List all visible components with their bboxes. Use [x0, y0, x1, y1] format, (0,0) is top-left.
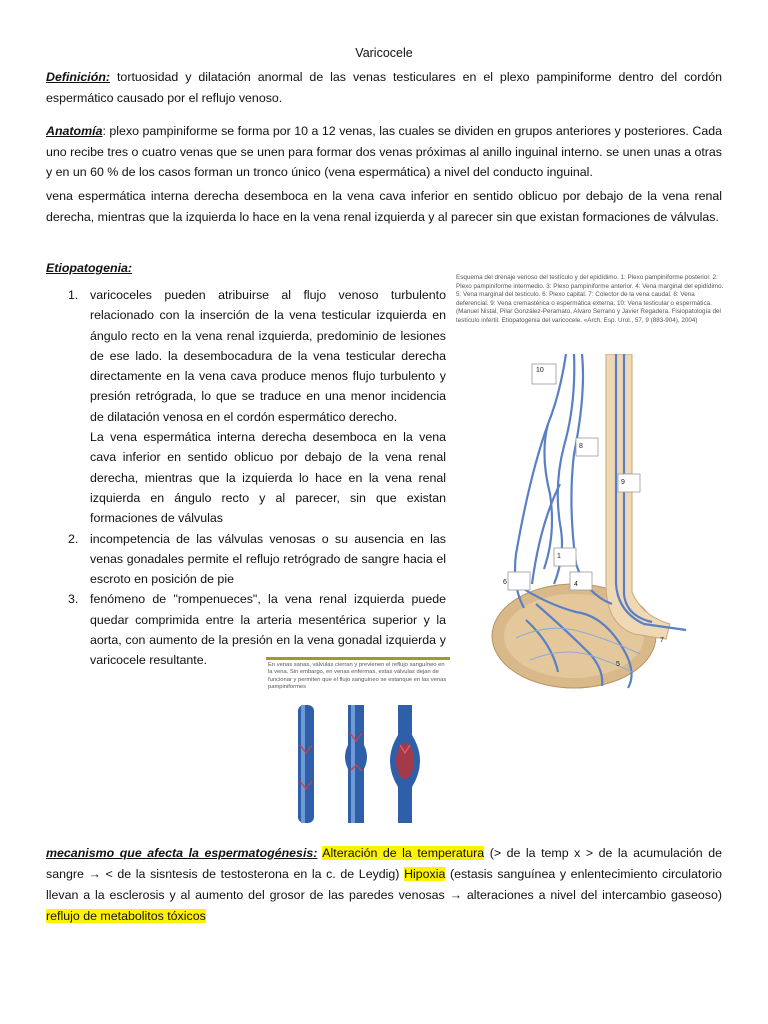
anatomy-paragraph: [46, 121, 722, 183]
vein-paragraph: vena espermática interna derecha desemboca en la vena cava inferior en sentido oblicuo por debajo de la vena renal derecha, mientras que la izquierda lo hace en la vena renal izquierda y al parecer sin que existan formaciones de válvulas.: [46, 189, 722, 224]
list-item-text: incompetencia de las válvulas venosas o su ausencia en las venas gonadales permite el reflujo retrógrado de sangre hacia el escroto en posición de pie: [90, 531, 446, 587]
vein-valves-illustration: [266, 695, 450, 829]
figure-label: 6: [503, 579, 507, 586]
highlight-temperature: Alteración de la temperatura: [322, 846, 485, 860]
figure-label: 5: [616, 661, 620, 668]
list-item-number: 3.: [68, 592, 79, 607]
highlight-toxic-metabolites: reflujo de metabolitos tóxicos: [46, 909, 206, 923]
figure-label: 10: [536, 367, 544, 374]
figure-label: 7: [660, 637, 664, 644]
list-item-number: 2.: [68, 531, 79, 546]
figure-label: 4: [574, 581, 578, 588]
highlight-hypoxia: Hipoxia: [404, 867, 446, 881]
anatomy-label: Anatomía: [46, 124, 103, 138]
mechanism-text-1: (> de la temp x > de la acumulación de sangre → < de la sisntesis de testosterona en la c. de Leydig): [46, 846, 722, 881]
venous-drainage-figure: [456, 274, 726, 692]
list-item: [46, 285, 446, 529]
list-item-text: fenómeno de "rompenueces", la vena renal izquierda puede quedar comprimida entre la arteria mesentérica superior y la aorta, con aumento de la presión en la vena gonadal izquierda y varicocele resultante.: [90, 592, 446, 668]
mechanism-paragraph: [46, 843, 722, 927]
etiopathogenesis-list: [46, 285, 446, 671]
figure-label: 9: [621, 479, 625, 486]
figure-caption: En venas sanas, válvulas cierran y previenen el reflujo sanguíneo en la vena. Sin embargo, en venas enfermas, estas válvulas dejan de funcionar y permiten que el flujo sanguíneo se estanque en las venas pampiniformes: [268, 662, 447, 690]
venous-drainage-illustration: [456, 354, 726, 690]
document-title: Varicocele: [355, 46, 413, 60]
figure-label: 8: [579, 443, 583, 450]
mechanism-label: mecanismo que afecta la espermatogénesis:: [46, 846, 318, 860]
figure-top-rule: [266, 657, 450, 660]
definition-paragraph: [46, 67, 722, 108]
list-item-text-continued: La vena espermática interna derecha desemboca en la vena cava inferior en sentido oblicuo por debajo de la vena renal derecha, mientras que la izquierda lo hace en la vena renal izquierda en ángulo recto y al parecer, sin que existan formaciones de válvulas: [90, 430, 446, 526]
list-item-text: varicoceles pueden atribuirse al flujo venoso turbulento relacionado con la inserción de la vena testicular izquierda en ángulo recto en la vena renal izquierda, predominio de lesiones de ese lado. la desembocadura de la vena testicular derecha directamente en la vena cava produce menos flujo turbulento y presión retrógrada, lo que se traduce en una menor incidencia de dilatación venosa en el cordón espermático derecho.: [90, 288, 446, 424]
figure-caption: Esquema del drenaje venoso del testículo y del epidídimo. 1: Plexo pampiniforme posterior. 2: Plexo pampiniforme intermedio. 3: Plexo pampiniforme anterior. 4: Vena marginal del epidídimo. 5: Vena marginal del testículo. 6: Plexo capital. 7: Colector de la vena caudal. 8: Vena deferencial. 9: Vena cremastérica o espermática externa. 10: Vena testicular o espermática. (Manuel Nistal, Pilar González-Peramato, Alvaro Serrano y Javier Regadera. Fisiopatología del testículo infértil. Etiopatogenia del varicocele. «Arch. Esp. Urol., 57, 9 (883-904), 2004): [456, 274, 724, 324]
vein-valves-figure: [266, 657, 450, 829]
definition-text: tortuosidad y dilatación anormal de las venas testiculares en el plexo pampiniforme dentro del cordón espermático causado por el reflujo venoso.: [46, 70, 722, 105]
anatomy-text: : plexo pampiniforme se forma por 10 a 12 venas, las cuales se dividen en grupos anteriores y posteriores. Cada uno recibe tres o cuatro venas que se unen para formar dos venas próximas al anillo inguinal interno. se unen unas a otras y en un 60 % de los casos forman un tronco único (vena espermática) a nivel del conducto inguinal.: [46, 124, 722, 179]
mechanism-text-2: (estasis sanguínea y enlentecimiento circulatorio llevan a la esclerosis y al aumento del grosor de las paredes venosas → alteraciones a nivel del intercambio gaseoso): [46, 867, 723, 902]
figure-label: 1: [557, 553, 561, 560]
list-item: [46, 529, 446, 590]
etiopathogenesis-label: Etiopatogenia:: [46, 261, 133, 275]
list-item-number: 1.: [68, 288, 79, 302]
definition-label: Definición:: [46, 70, 111, 84]
